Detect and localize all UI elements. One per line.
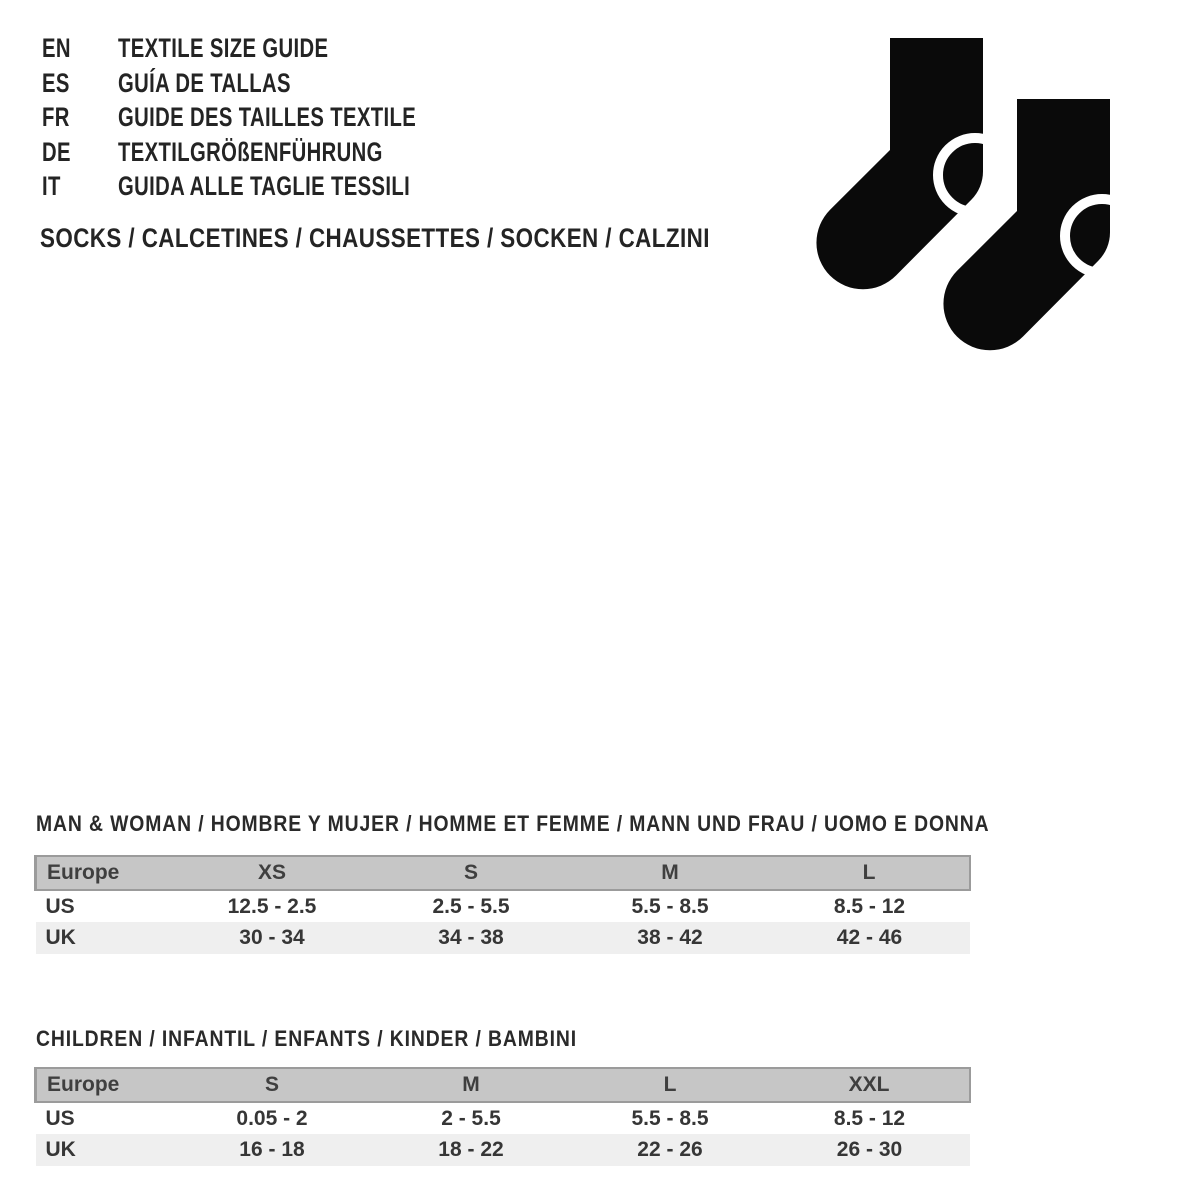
table-row-us [36, 890, 970, 922]
adults-header-row [36, 856, 970, 890]
guide-title-de: TEXTILGRÖßENFÜHRUNG [118, 136, 383, 167]
size-cell: 22 - 26 [571, 1134, 770, 1166]
language-code: ES [42, 67, 70, 98]
column-header-size: L [770, 856, 970, 890]
language-code: DE [42, 136, 71, 167]
table-row-uk [36, 1134, 970, 1166]
row-label: US [36, 890, 173, 922]
size-cell: 34 - 38 [372, 922, 571, 954]
column-header-region: Europe [36, 1068, 173, 1102]
guide-title-en: TEXTILE SIZE GUIDE [118, 33, 329, 63]
guide-title-es: GUÍA DE TALLAS [118, 67, 291, 98]
size-cell: 2 - 5.5 [372, 1102, 571, 1134]
children-header-row [36, 1068, 970, 1102]
column-header-size: L [571, 1068, 770, 1102]
column-header-size: S [372, 856, 571, 890]
language-code: FR [42, 102, 70, 133]
size-cell: 42 - 46 [770, 922, 970, 954]
children-size-table [34, 1067, 971, 1166]
guide-title-it: GUIDA ALLE TAGLIE TESSILI [118, 171, 411, 202]
size-cell: 2.5 - 5.5 [372, 890, 571, 922]
table-row-us [36, 1102, 970, 1134]
category-line: SOCKS / CALCETINES / CHAUSSETTES / SOCKEN / CALZINI [40, 223, 710, 253]
size-cell: 5.5 - 8.5 [571, 1102, 770, 1134]
guide-title-fr: GUIDE DES TAILLES TEXTILE [118, 102, 417, 133]
column-header-region: Europe [36, 856, 173, 890]
size-cell: 26 - 30 [770, 1134, 970, 1166]
size-cell: 30 - 34 [173, 922, 372, 954]
row-label: UK [36, 922, 173, 954]
children-table-title: CHILDREN / INFANTIL / ENFANTS / KINDER / BAMBINI [36, 1026, 577, 1051]
column-header-size: XXL [770, 1068, 970, 1102]
column-header-size: XS [173, 856, 372, 890]
size-cell: 12.5 - 2.5 [173, 890, 372, 922]
column-header-size: M [571, 856, 770, 890]
socks-icon [813, 38, 1148, 353]
size-cell: 38 - 42 [571, 922, 770, 954]
size-cell: 8.5 - 12 [770, 890, 970, 922]
row-label: UK [36, 1134, 173, 1166]
adults-size-table [34, 855, 971, 954]
size-cell: 16 - 18 [173, 1134, 372, 1166]
language-code: EN [42, 33, 71, 63]
column-header-size: M [372, 1068, 571, 1102]
row-label: US [36, 1102, 173, 1134]
size-cell: 8.5 - 12 [770, 1102, 970, 1134]
table-row-uk [36, 922, 970, 954]
column-header-size: S [173, 1068, 372, 1102]
size-cell: 18 - 22 [372, 1134, 571, 1166]
language-code: IT [42, 171, 61, 202]
size-cell: 5.5 - 8.5 [571, 890, 770, 922]
adults-table-title: MAN & WOMAN / HOMBRE Y MUJER / HOMME ET FEMME / MANN UND FRAU / UOMO E DONNA [36, 811, 990, 836]
size-cell: 0.05 - 2 [173, 1102, 372, 1134]
